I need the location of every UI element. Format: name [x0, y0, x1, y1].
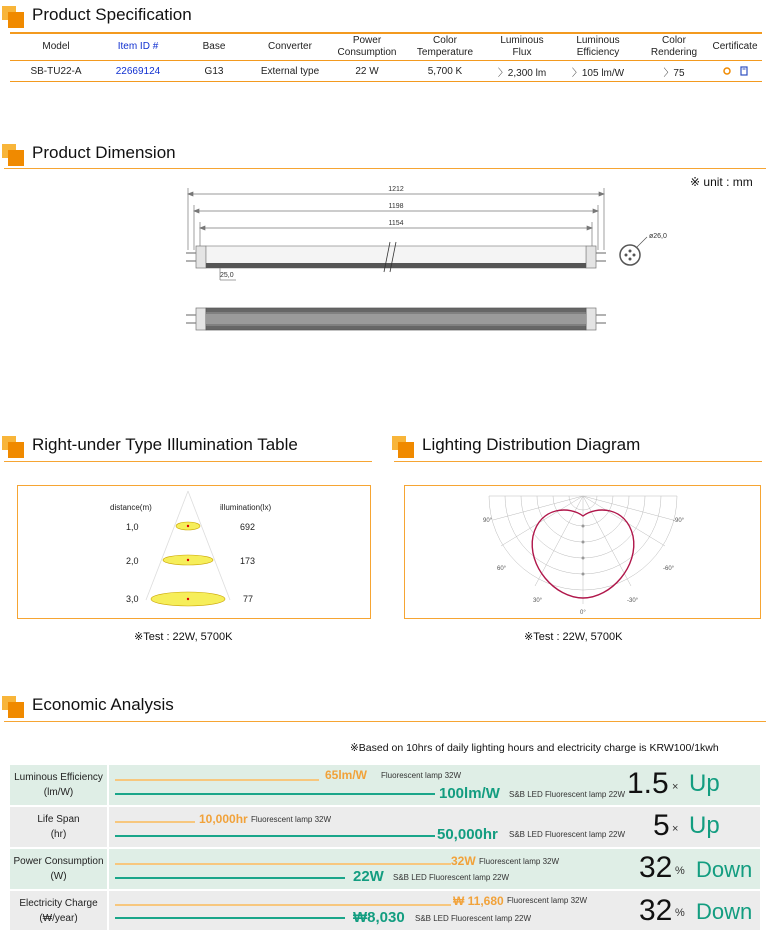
cell-power: 22 W [355, 65, 379, 77]
section-title: Product Specification [32, 5, 192, 24]
cell-converter: External type [260, 65, 320, 77]
angle-0: 0° [580, 610, 586, 616]
led-value: 22W [353, 868, 384, 885]
result-unit: × [672, 823, 679, 835]
lux-3: 77 [243, 594, 254, 604]
lux-ellipse-3 [151, 592, 225, 606]
section-spec-header [0, 2, 770, 30]
illumination-box [17, 485, 371, 619]
lux-1: 692 [240, 522, 256, 532]
header-item-id: Item ID # [117, 41, 159, 52]
section-distribution-header [390, 432, 770, 460]
cell-flux: 〉2,300 lm [497, 67, 547, 79]
result-number: 5 [653, 809, 670, 842]
row-label: Luminous Efficiency (lm/W) [10, 765, 107, 805]
fluorescent-caption: Fluorescent lamp 32W [507, 896, 588, 905]
fluorescent-bar [115, 863, 451, 865]
illumination-header: illumination(lx) [220, 503, 272, 512]
angle-60-left: 60° [497, 566, 507, 572]
angle-60-right: -60° [663, 566, 675, 572]
section-illumination-header [0, 432, 380, 460]
led-caption: S&B LED Fluorescent lamp 22W [509, 790, 626, 799]
fluorescent-bar [115, 821, 195, 823]
illumination-cone-diagram [18, 486, 370, 618]
lux-2: 173 [240, 556, 256, 566]
row-graph [109, 765, 760, 805]
result-word: Down [696, 899, 753, 924]
economic-row-lifespan [10, 807, 760, 847]
cell-rendering: 〉75 [663, 67, 685, 79]
distribution-test-note: ※Test : 22W, 5700K [524, 631, 623, 643]
illumination-test-note: ※Test : 22W, 5700K [134, 631, 233, 643]
fluorescent-caption: Fluorescent lamp 32W [381, 771, 462, 780]
result-unit: % [675, 865, 685, 877]
unit-note: ※ unit : mm [690, 175, 753, 189]
led-value: ₩8,030 [353, 909, 405, 926]
result-unit: % [675, 907, 685, 919]
angle-90-left: 90° [483, 518, 493, 524]
section-title: Economic Analysis [32, 695, 174, 714]
cell-model: SB-TU22-A [30, 65, 82, 77]
dim-pin-length: 1198 [388, 203, 404, 210]
section-bullet-icon [2, 436, 24, 458]
fluorescent-value: 10,000hr [199, 812, 248, 826]
dim-height: 25,0 [220, 272, 234, 279]
dim-diameter: ø26,0 [649, 233, 667, 240]
row-label: Electricity Charge (₩/year) [10, 891, 107, 930]
fluorescent-value: ₩ 11,680 [453, 894, 504, 908]
fluorescent-caption: Fluorescent lamp 32W [251, 815, 332, 824]
distance-3: 3,0 [126, 594, 139, 604]
led-bar [115, 877, 345, 879]
led-bar [115, 835, 435, 837]
angle-30-right: -30° [627, 598, 639, 604]
header-power: Power Consumption [337, 35, 397, 58]
row-graph [109, 891, 760, 930]
distribution-box [404, 485, 761, 619]
polar-distribution-chart [405, 486, 760, 618]
section-title: Product Dimension [32, 143, 176, 162]
led-caption: S&B LED Fluorescent lamp 22W [415, 914, 532, 923]
cell-efficiency: 〉105 lm/W [571, 67, 625, 79]
fluorescent-caption: Fluorescent lamp 32W [479, 857, 560, 866]
result-number: 32 [639, 851, 673, 884]
led-caption: S&B LED Fluorescent lamp 22W [393, 873, 510, 882]
end-cap-diagram [615, 225, 685, 270]
dim-total-length: 1212 [388, 186, 404, 193]
economic-row-power [10, 849, 760, 889]
result-word: Down [696, 857, 753, 882]
led-value: 50,000hr [437, 826, 498, 843]
header-rendering: Color Rendering [650, 35, 698, 58]
section-bullet-icon [2, 144, 24, 166]
cell-base: G13 [204, 65, 224, 77]
certificate-kc-icon [740, 66, 748, 76]
distance-2: 2,0 [126, 556, 139, 566]
result-unit: × [672, 781, 679, 793]
row-label: Power Consumption (W) [10, 849, 107, 889]
row-graph [109, 807, 760, 847]
section-bullet-icon [2, 6, 24, 28]
tube-side-view [186, 308, 606, 330]
cell-certificate [708, 62, 762, 80]
header-certificate: Certificate [712, 41, 758, 52]
header-base: Base [202, 41, 226, 52]
economic-note: ※Based on 10hrs of daily lighting hours and electricity charge is KRW100/1kwh [350, 742, 719, 754]
lux-ellipse-2 [163, 555, 213, 565]
cell-item-id[interactable]: 22669124 [115, 65, 161, 77]
led-bar [115, 793, 435, 795]
economic-row-electricity [10, 891, 760, 930]
economic-row-efficiency [10, 765, 760, 805]
result-number: 1.5 [627, 767, 669, 800]
cell-color-temp: 5,700 K [427, 65, 463, 77]
section-title: Lighting Distribution Diagram [422, 435, 641, 454]
section-economic-header [0, 692, 770, 720]
section-bullet-icon [392, 436, 414, 458]
header-flux: Luminous Flux [500, 35, 544, 58]
angle-30-left: 30° [533, 598, 543, 604]
header-converter: Converter [268, 41, 312, 52]
fluorescent-value: 65lm/W [325, 768, 368, 782]
led-value: 100lm/W [439, 785, 500, 802]
lux-ellipse-1 [176, 522, 200, 530]
certificate-sun-icon [722, 66, 732, 76]
section-dimension-header [0, 140, 770, 168]
angle-90-right: -90° [673, 518, 685, 524]
row-graph [109, 849, 760, 889]
result-word: Up [689, 812, 720, 839]
led-bar [115, 917, 345, 919]
tube-top-view [186, 242, 606, 272]
header-color-temp: Color Temperature [416, 35, 474, 58]
section-title: Right-under Type Illumination Table [32, 435, 298, 454]
fluorescent-value: 32W [451, 854, 476, 868]
header-efficiency: Luminous Efficiency [576, 35, 620, 58]
row-label: Life Span (hr) [10, 807, 107, 847]
led-caption: S&B LED Fluorescent lamp 22W [509, 830, 626, 839]
result-number: 32 [639, 894, 673, 927]
distance-header: distance(m) [110, 503, 152, 512]
distance-1: 1,0 [126, 522, 139, 532]
fluorescent-bar [115, 779, 319, 781]
dim-body-length: 1154 [388, 220, 404, 227]
fluorescent-bar [115, 904, 451, 906]
result-word: Up [689, 770, 720, 797]
header-model: Model [42, 41, 70, 52]
tube-dimension-drawing [180, 180, 620, 340]
section-bullet-icon [2, 696, 24, 718]
